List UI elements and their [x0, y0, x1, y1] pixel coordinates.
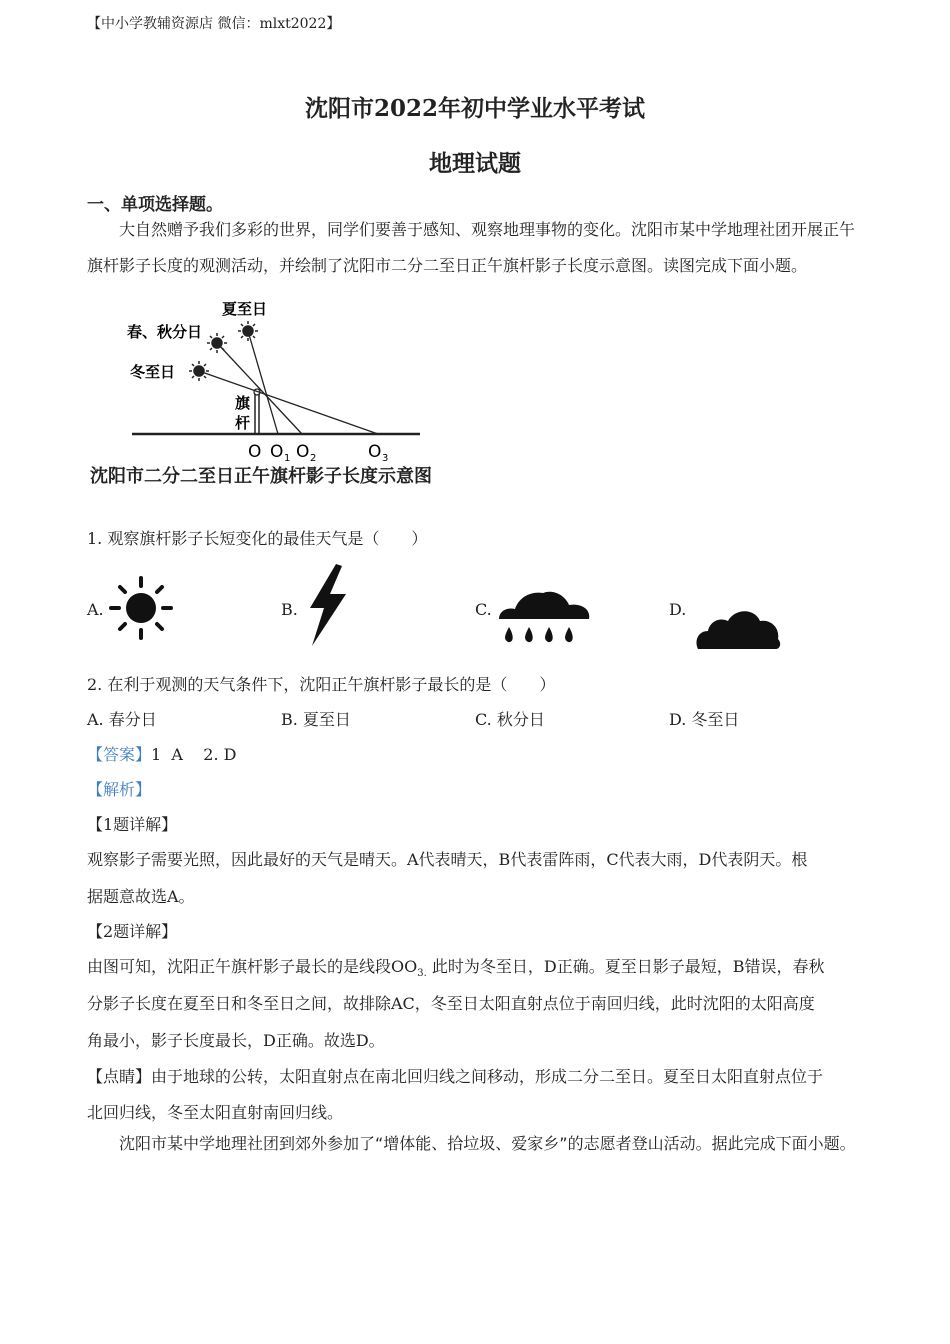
- summer-sun: [238, 321, 258, 341]
- q2-option-d[interactable]: D. 冬至日: [669, 710, 740, 729]
- q2-stem: 2. 在利于观测的天气条件下，沈阳正午旗杆影子最长的是（ ）: [87, 675, 556, 694]
- q2-option-a[interactable]: A. 春分日: [87, 710, 157, 729]
- winter-ray: [199, 371, 378, 434]
- label-o3-sub: 3: [382, 453, 389, 464]
- label-o3: O: [368, 442, 382, 462]
- q2-option-b[interactable]: B. 夏至日: [281, 710, 351, 729]
- detail-2-text-3: 角最小，影子长度最长，D正确。故选D。: [87, 1031, 385, 1050]
- next-intro-paragraph: [87, 1126, 867, 1162]
- label-equinox: 春、秋分日: [127, 323, 203, 341]
- equinox-sun: [207, 333, 227, 353]
- section-heading: 一、单项选择题。: [87, 195, 223, 215]
- q1-option-b-label[interactable]: B.: [281, 600, 298, 619]
- detail-2-text-1a: 由图可知，沈阳正午旗杆影子最长的是线段OO: [87, 957, 418, 976]
- page-title: 沈阳市2022年初中学业水平考试: [304, 95, 645, 122]
- page-subtitle: 地理试题: [429, 150, 521, 177]
- label-o2: O: [296, 442, 310, 462]
- lightning-icon[interactable]: [302, 564, 350, 648]
- label-pole-2: 杆: [235, 414, 251, 432]
- tip-text-2: 北回归线，冬至太阳直射南回归线。: [87, 1103, 344, 1122]
- heavy-rain-icon[interactable]: [495, 585, 593, 649]
- detail-2-text-1-sub: 3.: [417, 968, 427, 980]
- header-note: 【中小学教辅资源店 微信：mlxt2022】: [87, 16, 341, 32]
- q1-option-a-label[interactable]: A.: [87, 600, 104, 619]
- detail-2-text-1: [87, 954, 824, 979]
- label-o: O: [248, 442, 262, 462]
- label-o1: O: [270, 442, 284, 462]
- analysis-tag: 【解析】: [87, 780, 152, 799]
- intro-paragraph: [87, 212, 867, 284]
- next-intro-text: 沈阳市某中学地理社团到郊外参加了“增体能、拾垃圾、爱家乡”的志愿者登山活动。据此完成下面小题。: [119, 1134, 856, 1153]
- detail-2-tag: 【2题详解】: [87, 922, 178, 941]
- sun-icon[interactable]: [108, 575, 174, 641]
- label-summer: 夏至日: [222, 300, 268, 318]
- q2-option-c[interactable]: C. 秋分日: [475, 710, 545, 729]
- summer-ray: [248, 331, 278, 434]
- detail-2-text-1b: 此时为冬至日，D正确。夏至日影子最短，B错误，春秋: [426, 957, 825, 976]
- intro-text: 大自然赠予我们多彩的世界，同学们要善于感知、观察地理事物的变化。沈阳市某中学地理社团开展正午旗杆影子长度的观测活动，并绘制了沈阳市二分二至日正午旗杆影子长度示意图。读图完成下面小题。: [87, 220, 856, 275]
- q1-option-d-label[interactable]: D.: [669, 600, 687, 619]
- detail-2-text-2: 分影子长度在夏至日和冬至日之间，故排除AC，冬至日太阳直射点位于南回归线，此时沈阳的太阳高度: [87, 994, 815, 1013]
- answer-line: [87, 742, 236, 765]
- label-o1-sub: 1: [284, 453, 291, 464]
- winter-sun: [189, 361, 209, 381]
- label-winter: 冬至日: [130, 363, 176, 381]
- q1-stem: 1. 观察旗杆影子长短变化的最佳天气是（ ）: [87, 529, 428, 548]
- label-o2-sub: 2: [310, 453, 317, 464]
- answer-tag: 【答案】: [87, 745, 152, 764]
- cloud-icon[interactable]: [694, 605, 782, 651]
- detail-1-tag: 【1题详解】: [87, 815, 178, 834]
- label-pole-1: 旗: [235, 394, 251, 412]
- answer-text: 1 A 2. D: [151, 745, 237, 764]
- detail-1-text-2: 据题意故选A。: [87, 887, 195, 906]
- detail-1-text-1: 观察影子需要光照，因此最好的天气是晴天。A代表晴天，B代表雷阵雨，C代表大雨，D代表阴天。根: [87, 850, 808, 869]
- figure-caption-text: 沈阳市二分二至日正午旗杆影子长度示意图: [90, 466, 432, 487]
- q1-option-c-label[interactable]: C.: [475, 600, 492, 619]
- tip-text-1: 【点睛】由于地球的公转，太阳直射点在南北回归线之间移动，形成二分二至日。夏至日太阳直射点位于: [87, 1067, 824, 1086]
